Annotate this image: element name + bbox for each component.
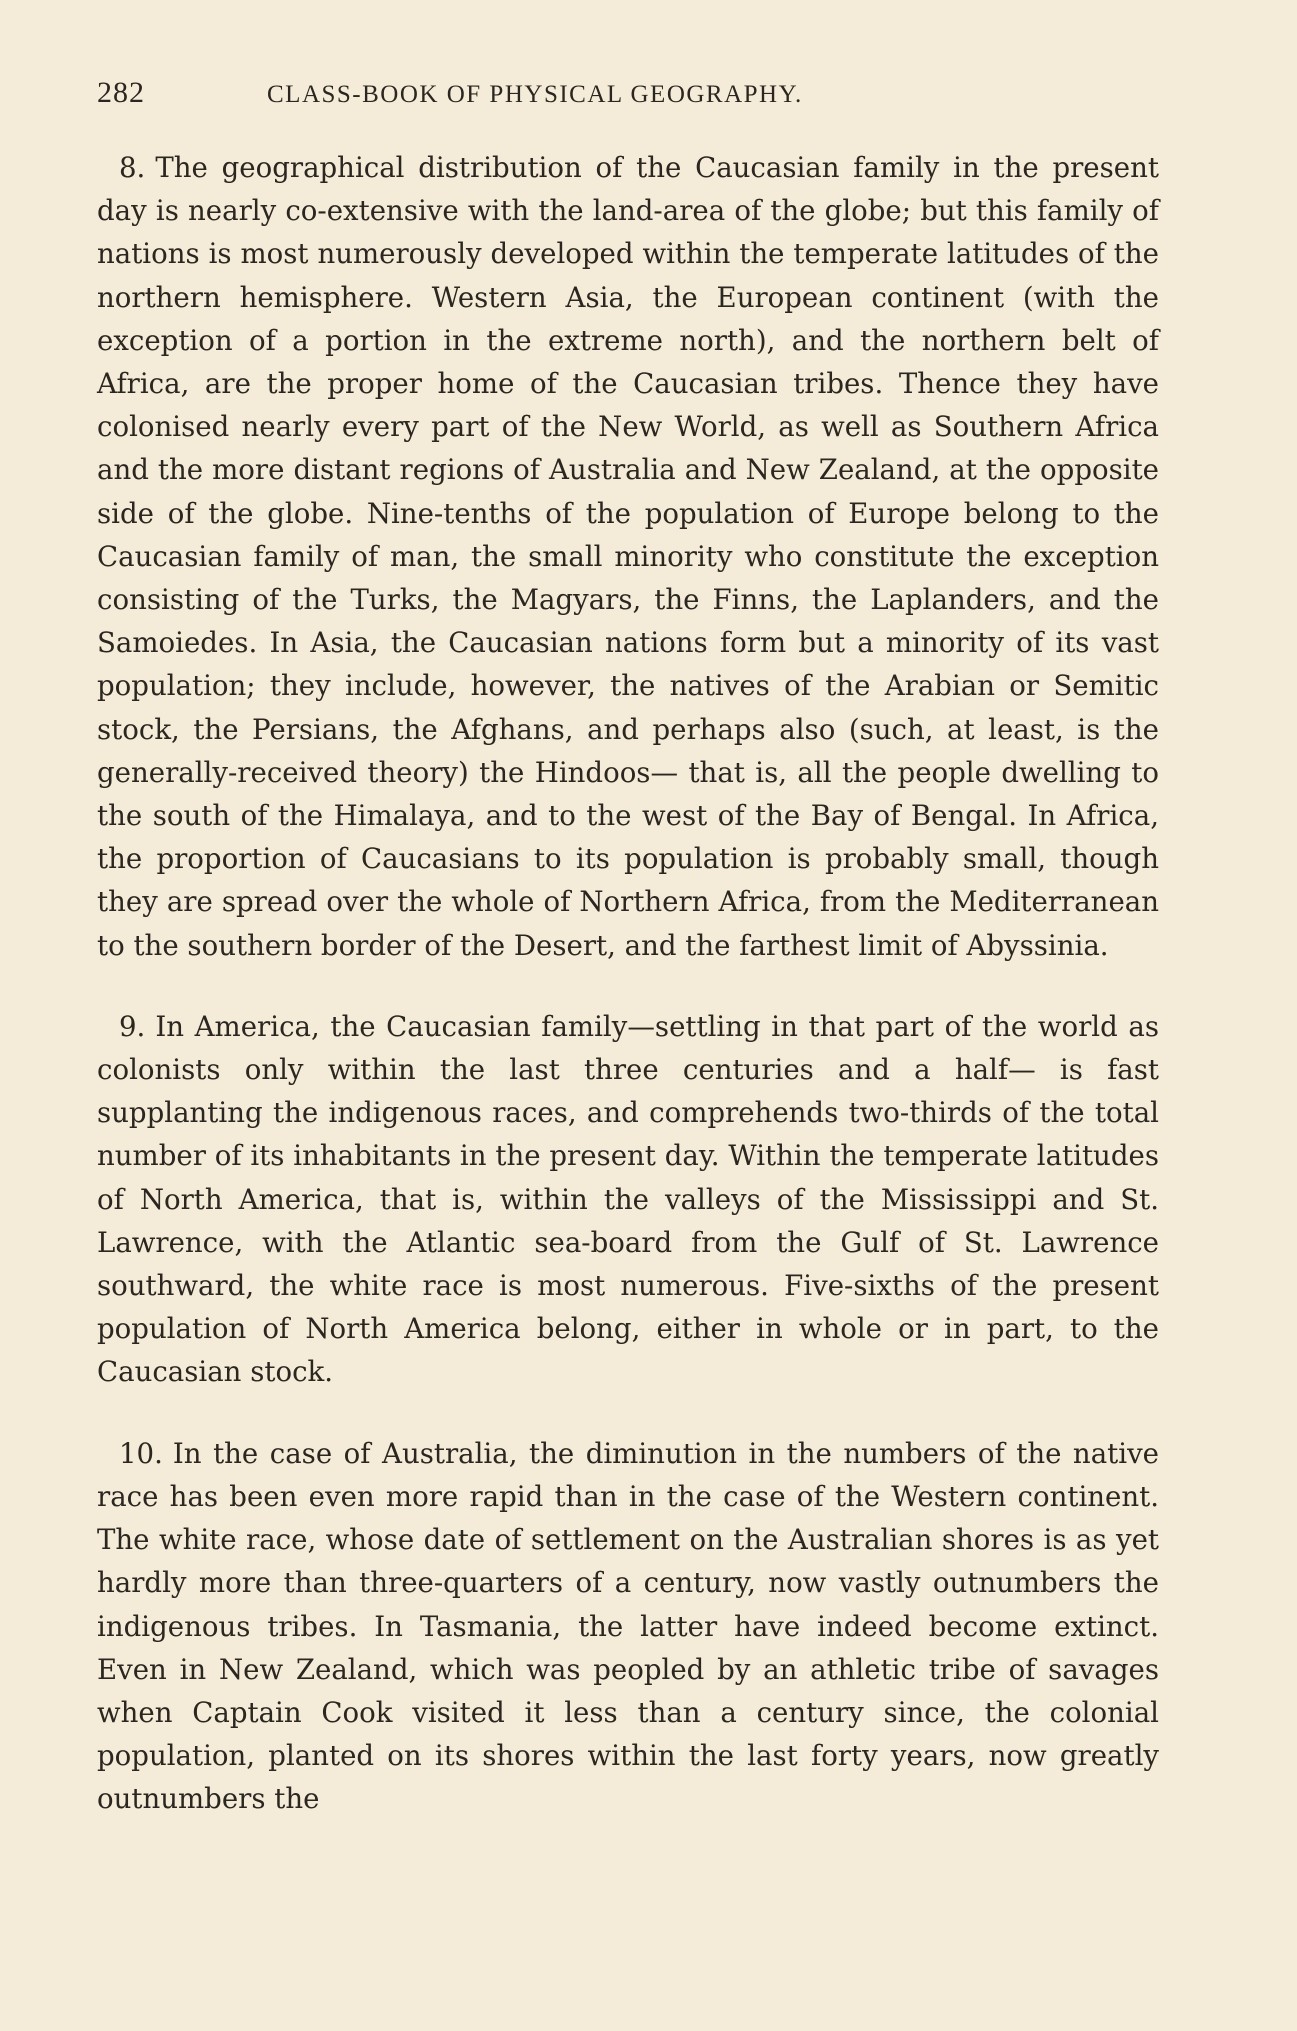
paragraph-number: 9.	[119, 1009, 146, 1043]
paragraph-10	[97, 1432, 1159, 1821]
paragraph-number: 8.	[119, 151, 146, 184]
page-number: 282	[97, 76, 145, 109]
paragraph-8	[97, 146, 1159, 967]
paragraph-text: The geographical distribution of the Caucasian family in the present day is nearly co-extensive with the land-area of the globe; but this family of nations is most numerously developed within the temperate latitudes of the northern hemisphere. Western Asia, the European continent (with the exception of a portion in the extreme north), and the northern belt of Africa, are the proper home of the Caucasian tribes. Thence they have colonised nearly every part of the New World, as well as Southern Africa and the more distant regions of Australia and New Zealand, at the opposite side of the globe. Nine-tenths of the population of Europe belong to the Caucasian family of man, the small minority who constitute the exception consisting of the Turks, the Magyars, the Finns, the Laplanders, and the Samoiedes. In Asia, the Caucasian nations form but a minority of its vast population; they include, however, the natives of the Arabian or Semitic stock, the Persians, the Afghans, and perhaps also (such, at least, is the generally-received theory) the Hindoos— that is, all the people dwelling to the south of the Himalaya, and to the west of the Bay of Bengal. In Africa, the proportion of Caucasians to its population is probably small, though they are spread over the whole of Northern Africa, from the Mediterranean to the southern border of the Desert, and the farthest limit of Abyssinia.	[97, 151, 1159, 962]
running-head	[97, 76, 1159, 116]
paragraph-9	[97, 1005, 1159, 1394]
paragraph-number: 10.	[119, 1436, 163, 1470]
paragraph-text: In America, the Caucasian family—settling in that part of the world as colonists only within the last three centuries and a half— is fast supplanting the indigenous races, and comprehends two-thirds of the total number of its inhabitants in the present day. Within the temperate latitudes of North America, that is, within the valleys of the Mississippi and St. Lawrence, with the Atlantic sea-board from the Gulf of St. Lawrence southward, the white race is most numerous. Five-sixths of the present population of North America belong, either in whole or in part, to the Caucasian stock.	[97, 1009, 1159, 1389]
running-title: CLASS-BOOK OF PHYSICAL GEOGRAPHY.	[267, 81, 803, 108]
paragraph-text: In the case of Australia, the diminution in the numbers of the native race has been even more rapid than in the case of the Western continent. The white race, whose date of settlement on the Australian shores is as yet hardly more than three-quarters of a century, now vastly outnumbers the indigenous tribes. In Tasmania, the latter have indeed become extinct. Even in New Zealand, which was peopled by an athletic tribe of savages when Captain Cook visited it less than a century since, the colonial population, planted on its shores within the last forty years, now greatly outnumbers the	[97, 1436, 1159, 1816]
